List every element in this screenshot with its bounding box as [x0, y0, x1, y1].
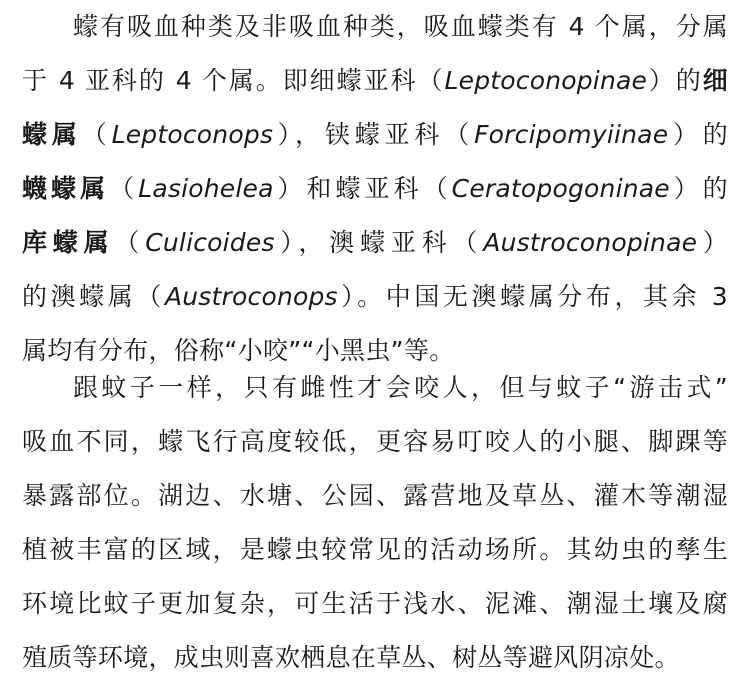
text-segment: 的澳蠓属（ [22, 282, 165, 311]
latin-taxon-name: Culicoides [145, 228, 275, 257]
latin-taxon-name: Leptoconopinae [444, 66, 648, 95]
text-segment: ）。中国无澳蠓属分布，其余 3 [337, 282, 728, 311]
text-line [22, 469, 728, 523]
text-line [22, 270, 728, 324]
text-segment: ），铗蠓亚科（ [273, 120, 475, 149]
text-segment: ） [697, 228, 728, 257]
text-line [22, 162, 728, 216]
text-segment: ），澳蠓亚科（ [274, 228, 484, 257]
text-line [22, 361, 728, 415]
bold-term: 蠓属 [22, 120, 82, 149]
bold-term: 细 [702, 66, 728, 95]
latin-taxon-name: Ceratopogoninae [451, 174, 670, 203]
latin-taxon-name: Austroconops [164, 282, 338, 311]
text-segment: 环境比蚊子更加复杂，可生活于浅水、泥滩、潮湿土壤及腐 [22, 589, 728, 618]
latin-taxon-name: Austroconopinae [483, 228, 698, 257]
latin-taxon-name: Lasiohelea [138, 174, 274, 203]
latin-taxon-name: Leptoconops [111, 120, 274, 149]
text-line [22, 523, 728, 577]
text-segment: 暴露部位。湖边、水塘、公园、露营地及草丛、灌木等潮湿 [22, 481, 728, 510]
text-line [22, 415, 728, 469]
text-segment: （ [114, 228, 146, 257]
text-segment: ）的 [647, 66, 703, 95]
text-segment: 蠓有吸血种类及非吸血种类，吸血蠓类有 4 个属，分属 [73, 12, 728, 41]
text-segment: 跟蚊子一样，只有雌性才会咬人，但与蚊子“游击式” [73, 373, 728, 402]
text-line [22, 108, 728, 162]
text-segment: （ [109, 174, 139, 203]
text-segment: 属均有分布，俗称“小咬”“小黑虫”等。 [22, 336, 455, 365]
text-line [22, 216, 728, 270]
text-line [22, 0, 728, 54]
text-segment: 于 4 亚科的 4 个属。即细蠓亚科（ [22, 66, 445, 95]
bold-term: 蠛蠓属 [22, 174, 110, 203]
text-line [22, 577, 728, 631]
text-line [22, 631, 728, 685]
text-segment: 殖质等环境，成虫则喜欢栖息在草丛、树丛等避风阴凉处。 [22, 643, 680, 672]
text-line [22, 54, 728, 108]
text-segment: ）的 [669, 174, 728, 203]
text-segment: 吸血不同，蠓飞行高度较低，更容易叮咬人的小腿、脚踝等 [22, 427, 728, 456]
latin-taxon-name: Forcipomyiinae [474, 120, 669, 149]
text-segment: 植被丰富的区域，是蠓虫较常见的活动场所。其幼虫的孳生 [22, 535, 728, 564]
bold-term: 库蠓属 [22, 228, 115, 257]
text-segment: ）的 [668, 120, 728, 149]
text-segment: （ [81, 120, 112, 149]
text-segment: ）和蠓亚科（ [273, 174, 452, 203]
